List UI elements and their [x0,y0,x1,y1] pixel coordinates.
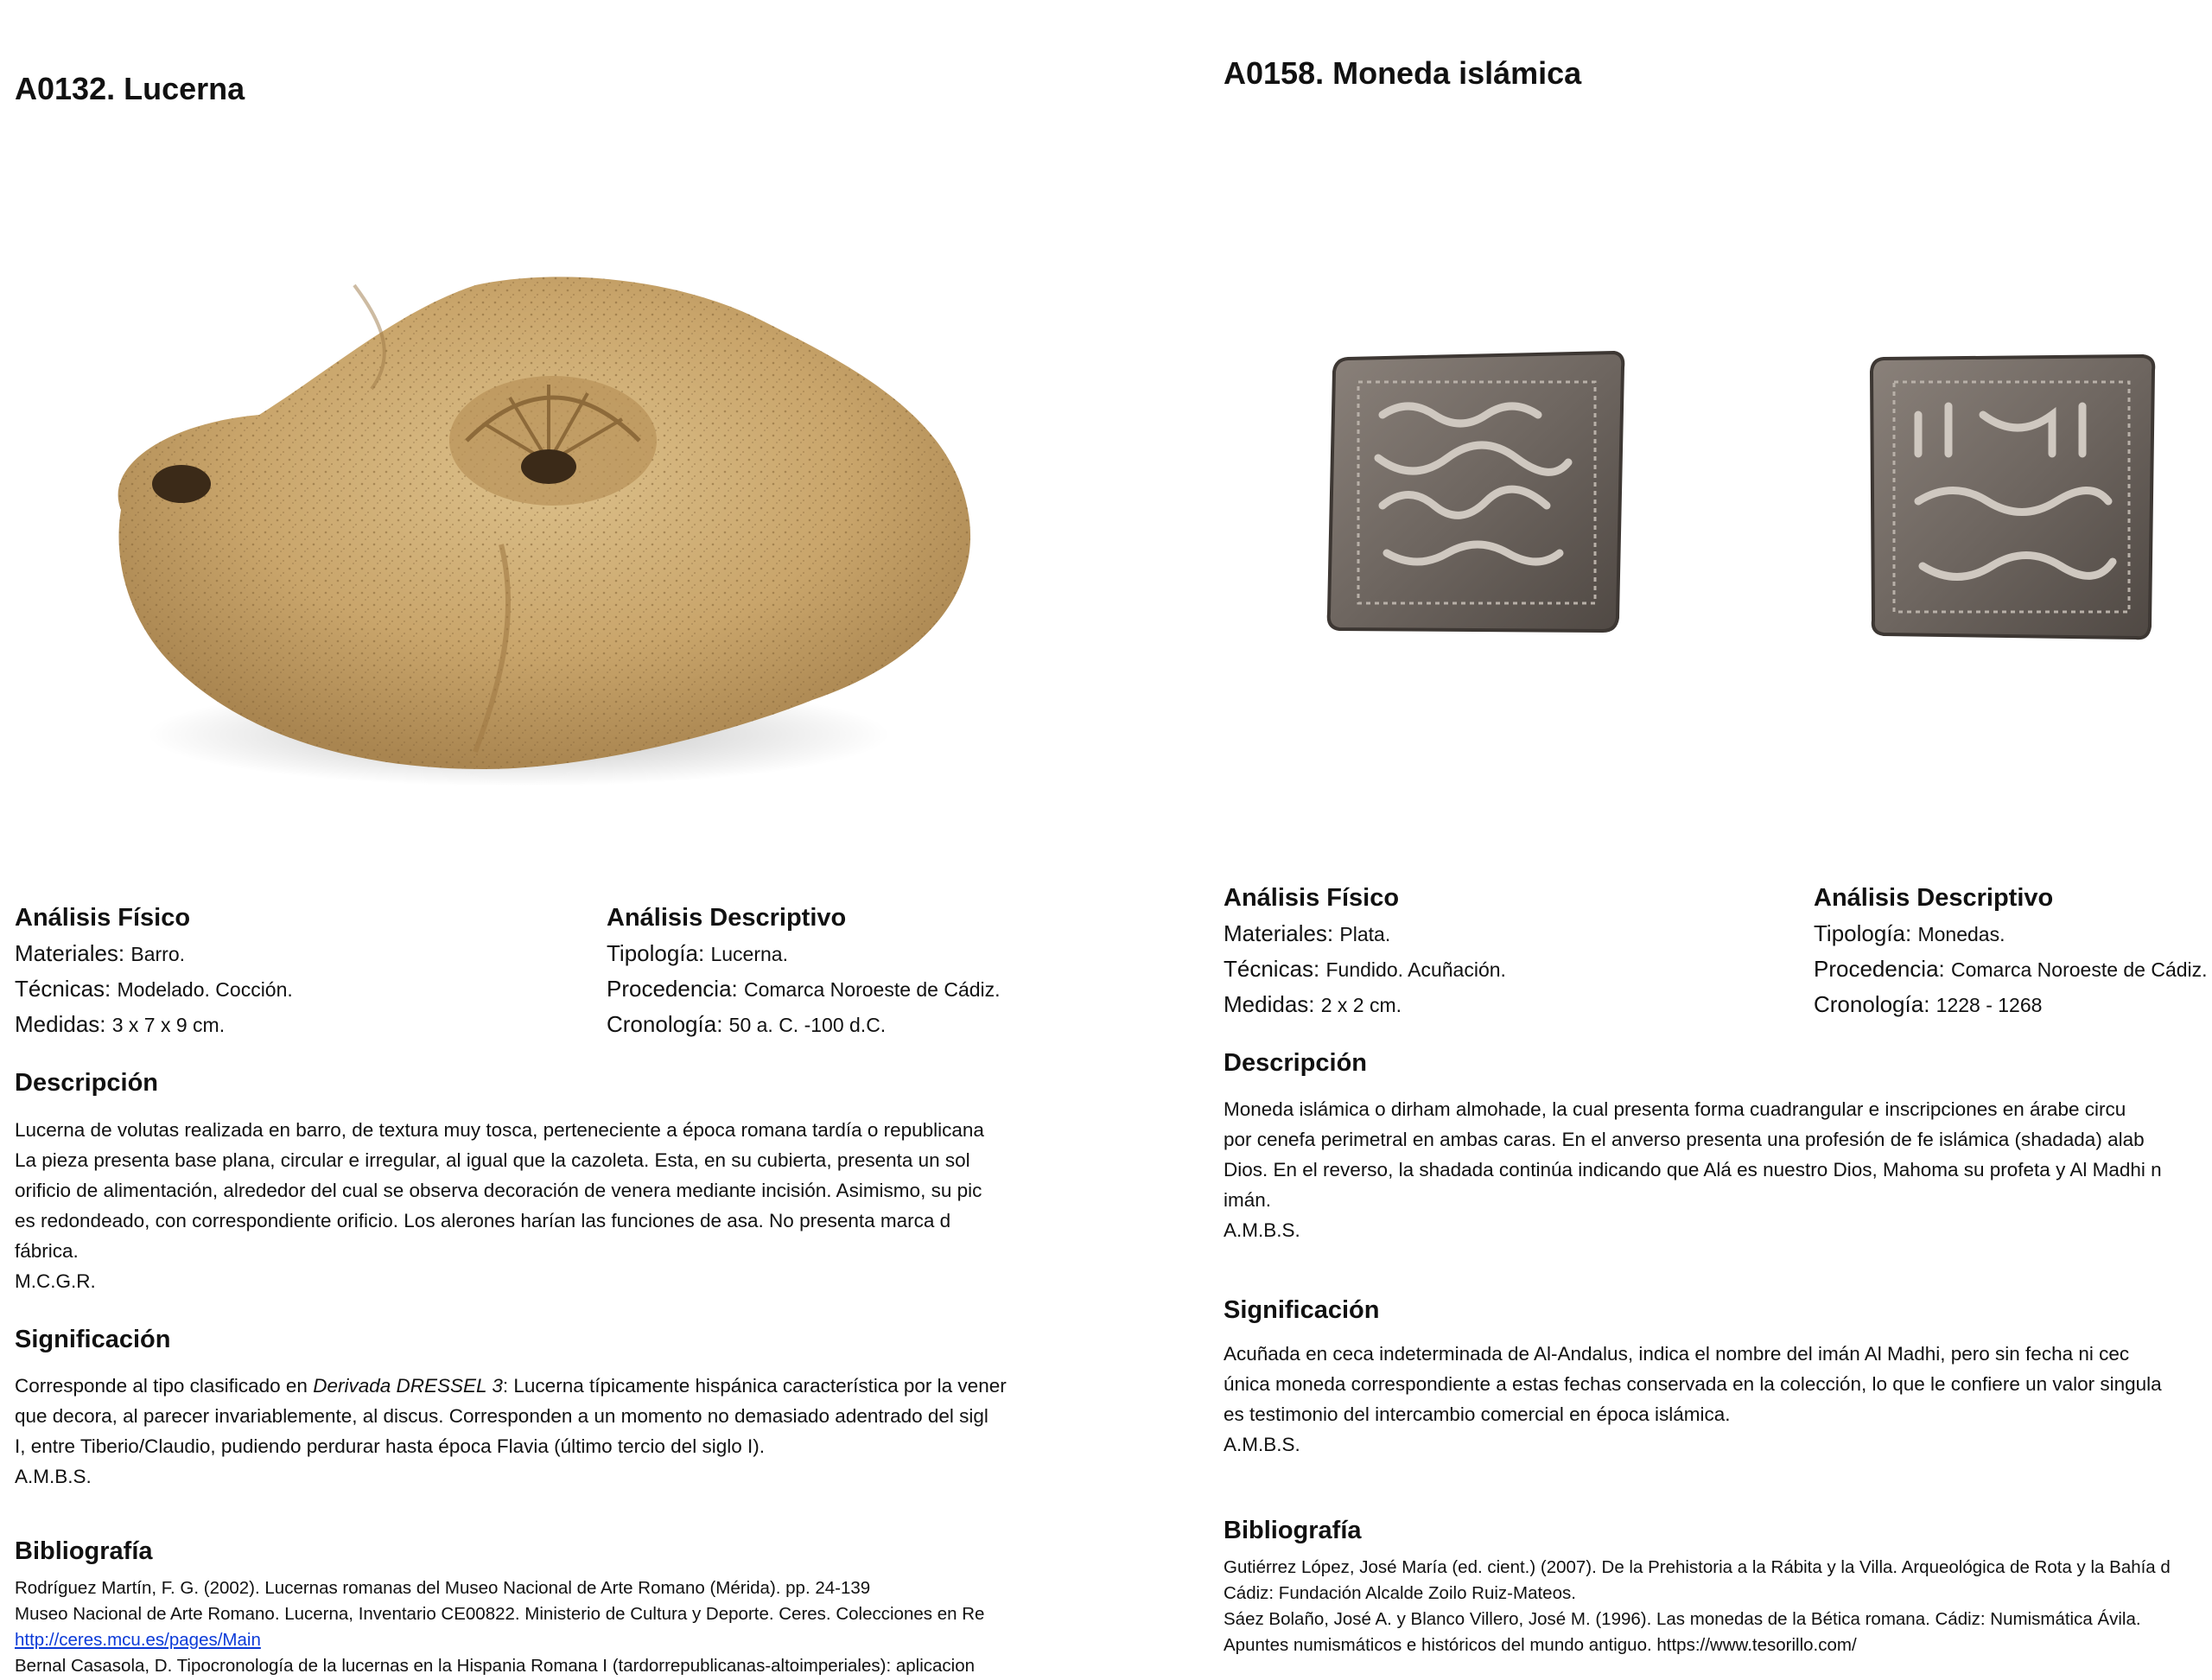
cronologia-row: Cronología: 1228 - 1268 [1814,991,2043,1017]
descriptivo-heading: Análisis Descriptivo [1814,884,2054,912]
coin-obverse [1329,353,1624,631]
page-title: A0132. Lucerna [15,71,245,106]
nozzle-hole [152,465,211,503]
significacion-text: Acuñada en ceca indeterminada de Al-Andalus, indica el nombre del imán Al Madhi, pero sin fecha ni cec única moneda correspondiente a estas fechas conservada en la colección, lo que le confiere un valor singula es testimonio del intercambio comercial en época islámica. A.M.B.S. [1224,1343,2162,1455]
tecnicas-row: Técnicas: Modelado. Cocción. [15,976,293,1002]
procedencia-row: Procedencia: Comarca Noroeste de Cádiz. [607,976,1001,1002]
bibliografia-heading: Bibliografía [15,1537,153,1565]
procedencia-row: Procedencia: Comarca Noroeste de Cádiz. [1814,956,2208,982]
tecnicas-row: Técnicas: Fundido. Acuñación. [1224,956,1506,982]
descripcion-heading: Descripción [1224,1049,1367,1077]
medidas-row: Medidas: 3 x 7 x 9 cm. [15,1011,226,1037]
bibliografia-text: Gutiérrez López, José María (ed. cient.) (2007). De la Prehistoria a la Rábita y la Villa. Arqueológica de Rota y la Bahía d Cádiz: Fundación Alcalde Zoilo Ruiz-Mateos. Sáez Bolaño, José A. y Blanco Villero, José M. (1996). Las monedas de la Bética romana. Cádiz: Numismática Ávila. Apuntes numismáticos e históricos del mundo antiguo. https://www.tesorillo.com/ [1224,1557,2171,1655]
coins-photo [1279,285,2212,700]
descriptivo-heading: Análisis Descriptivo [607,904,847,932]
coin-reverse [1872,356,2153,638]
catalog-page-moneda [1210,0,2212,1680]
catalog-page-lucerna [0,0,1058,1680]
bibliografia-text: Rodríguez Martín, F. G. (2002). Lucernas romanas del Museo Nacional de Arte Romano (Mérida). pp. 24-139 Museo Nacional de Arte Romano. Lucerna, Inventario CE00822. Ministerio de Cultura y Deporte. Ceres. Colecciones en Re http://ceres.mcu.es/pages/Main Bernal Casasola, D. Tipocronología de la lucernas en la Hispania Romana I (tardorrepublicanas-altoimperiales): aplicacion [15,1578,985,1676]
ceres-link[interactable]: http://ceres.mcu.es/pages/Main [15,1630,261,1650]
materiales-row: Materiales: Barro. [15,940,186,966]
fisico-heading: Análisis Físico [1224,884,1400,912]
fisico-heading: Análisis Físico [15,904,191,932]
significacion-text: Corresponde al tipo clasificado en Derivada DRESSEL 3: Lucerna típicamente hispánica característica por la vener que decora, al parecer invariablemente, al discus. Corresponden a un momento no demasiado adentrado del sigl I, entre Tiberio/Claudio, pudiendo perdurar hasta época Flavia (último tercio del siglo I). A.M.B.S. [15,1375,1007,1487]
coins-image [1279,285,2212,700]
descripcion-text: Lucerna de volutas realizada en barro, de textura muy tosca, perteneciente a época romana tardía o republicana La pieza presenta base plana, circular e irregular, al igual que la cazoleta. Esta, en su cubierta, presenta un sol orificio de alimentación, alrededor del cual se observa decoración de venera mediante incisión. Asimismo, su pic es redondeado, con correspondiente orificio. Los alerones harían las funciones de asa. No presenta marca d fábrica. M.C.G.R. [15,1119,984,1292]
descripcion-text: Moneda islámica o dirham almohade, la cual presenta forma cuadrangular e inscripciones en árabe circu por cenefa perimetral en ambas caras. En el anverso presenta una profesión de fe islámica (shadada) alab Dios. En el reverso, la shadada continúa indicando que Alá es nuestro Dios, Mahoma su profeta y Al Madhi n imán. A.M.B.S. [1224,1098,2162,1241]
lucerna-photo [69,251,1037,873]
significacion-heading: Significación [1224,1296,1380,1324]
bibliografia-heading: Bibliografía [1224,1517,1362,1544]
page-title: A0158. Moneda islámica [1224,55,1582,91]
venera-decoration [449,376,657,506]
tipologia-row: Tipología: Monedas. [1814,920,2005,946]
oil-lamp-image [69,251,1037,873]
tipologia-row: Tipología: Lucerna. [607,940,788,966]
cronologia-row: Cronología: 50 a. C. -100 d.C. [607,1011,887,1037]
materiales-row: Materiales: Plata. [1224,920,1391,946]
descripcion-heading: Descripción [15,1069,158,1097]
medidas-row: Medidas: 2 x 2 cm. [1224,991,1402,1017]
significacion-heading: Significación [15,1326,171,1353]
